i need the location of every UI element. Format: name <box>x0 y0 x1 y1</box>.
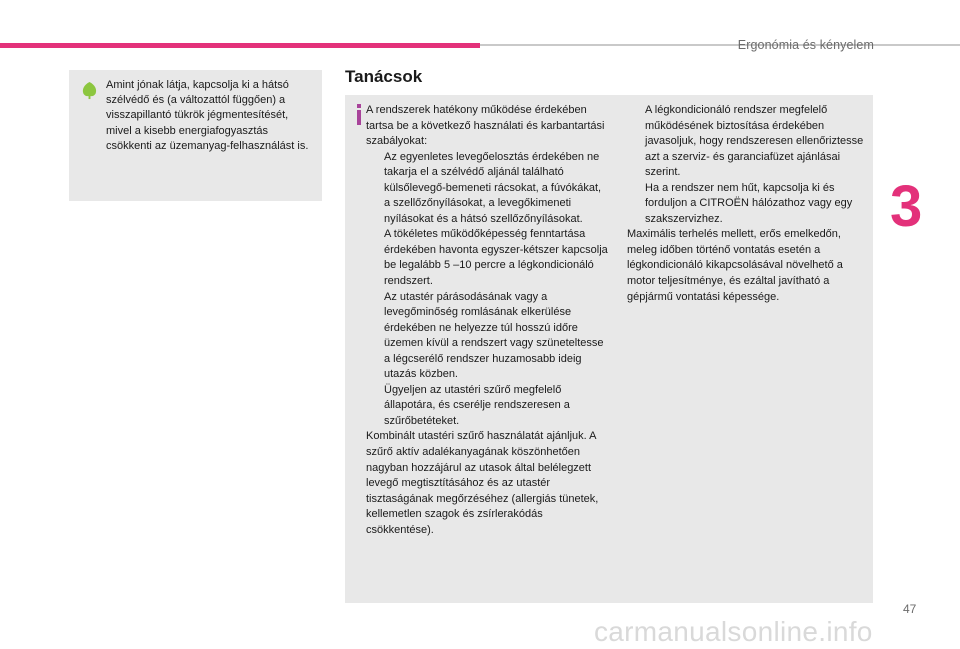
tips-heading: Tanácsok <box>345 67 423 86</box>
list-item-text: A tökéletes működőképesség fenntartása érdekében havonta egyszer-kétszer kapcsolja be legalább 5 –10 percre a légkondicionáló rendszert. <box>384 228 608 288</box>
list-item-text: Ügyeljen az utastéri szűrő megfelelő állapotára, és cserélje rendszeresen a szűrőbetéteket. <box>384 383 570 427</box>
eco-note-text: Amint jónak látja, kapcsolja ki a hátsó szélvédő és (a változattól függően) a visszapillantó tükrök jégmentesítését, mivel a kisebb energiafogyasztás csökkenti az üzemanyag-felhasználást is. <box>106 79 309 152</box>
list-item-text: A légkondicionáló rendszer megfelelő működésének biztosítása érdekében javasoljuk, hogy rendszeresen ellenőriztesse azt a szerviz- és garanciafüzet ajánlásai szerint. <box>645 104 864 179</box>
header-divider <box>480 44 960 46</box>
tips-column-left <box>366 103 610 538</box>
list-item <box>366 383 610 430</box>
chapter-number: 3 <box>890 174 923 239</box>
info-icon <box>353 104 365 125</box>
tips-intro: A rendszerek hatékony működése érdekében tartsa be a következő használati és karbantartási szabályokat: <box>366 104 605 148</box>
list-item <box>627 103 871 181</box>
tips-outro-right: Maximális terhelés mellett, erős emelkedőn, meleg időben történő vontatás esetén a légkondicionáló kikapcsolásával növelhető a motor teljesítménye, és ezáltal javítható a gépjármű vontatási képessége. <box>627 228 843 303</box>
list-item-text: Ha a rendszer nem hűt, kapcsolja ki és forduljon a CITROËN hálózathoz vagy egy szakszervizhez. <box>645 181 853 225</box>
list-item <box>366 290 610 383</box>
list-item-text: Az egyenletes levegőelosztás érdekében ne takarja el a szélvédő alján​ál található külsőlevegő-bemeneti rácsokat, a fúvókákat, a szellőzőnyílásokat, a levegőkimeneti nyílásokat és a hátsó szellőzőnyílásokat. <box>384 150 602 225</box>
list-item-text: Az utastér párásodásának vagy a levegőminőség romlásának elkerülése érdekében ne helyezze túl hosszú időre üzemen kívül a rendszert vagy szüneteltesse a légcserélő rendszer huzamosabb ideig utazás közben. <box>384 290 604 381</box>
page-number: 47 <box>903 602 917 616</box>
section-title: Ergonómia és kényelem <box>737 38 874 52</box>
header-accent-bar <box>0 43 480 48</box>
list-item <box>366 150 610 228</box>
tips-outro: Kombinált utastéri szűrő használatát ajánljuk. A szűrő aktív adalékanyagának köszönhetően nagyban hozzájárul az utasok által belélegzett levegő megtisztításához és az utastér tisztaságának megőrzéséhez (allergiás tünetek, kellemetlen szagok és zsírlerakódás csökkentése). <box>366 430 599 536</box>
tips-column-right <box>627 103 871 305</box>
list-item <box>627 181 871 228</box>
eco-note-box <box>69 70 322 201</box>
tips-box <box>345 95 873 603</box>
list-item <box>366 227 610 289</box>
leaf-icon <box>80 81 99 100</box>
watermark: carmanualsonline.info <box>594 616 873 647</box>
